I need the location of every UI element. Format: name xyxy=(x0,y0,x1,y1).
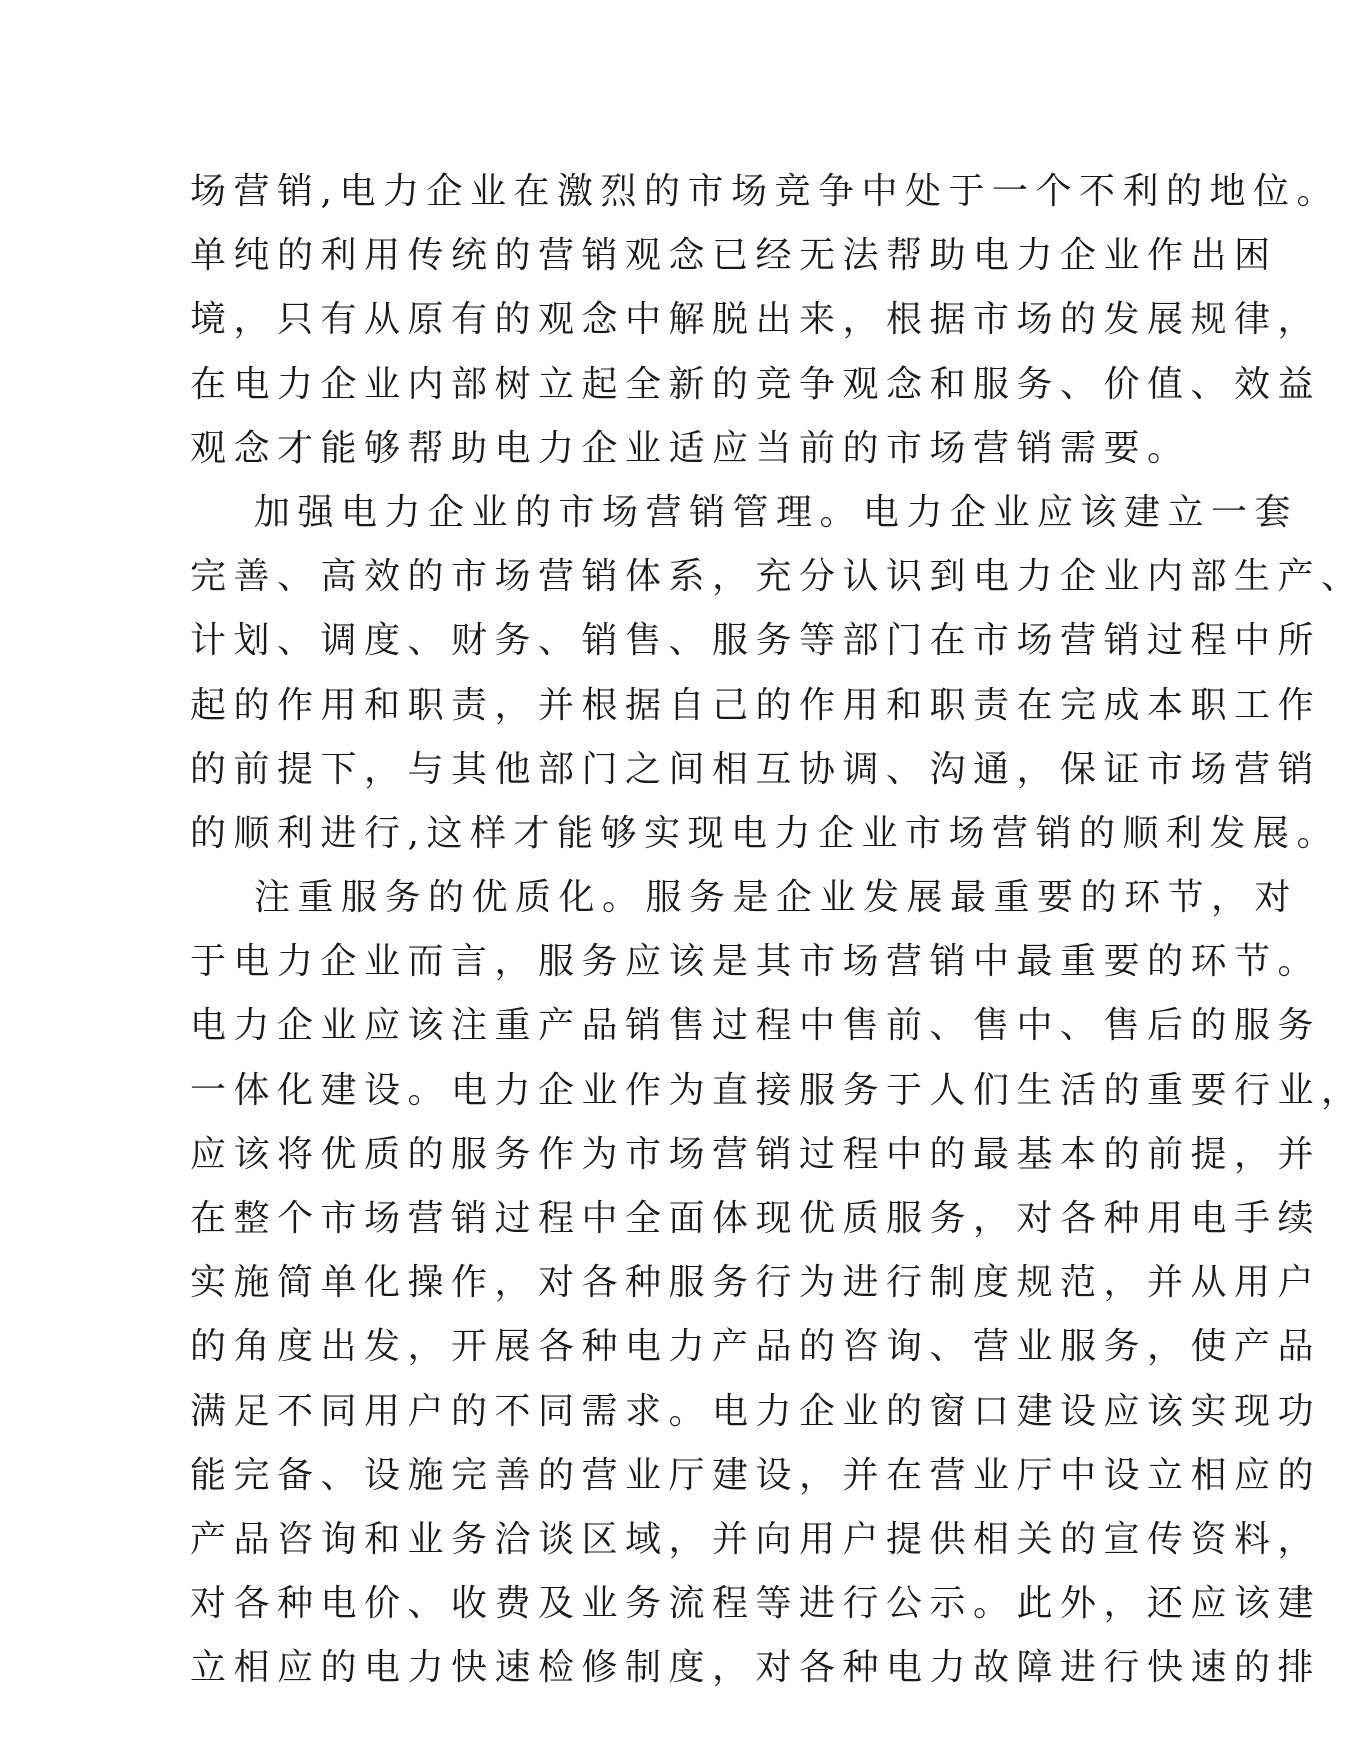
text-line: 的角度出发，开展各种电力产品的咨询、营业服务，使产品 xyxy=(190,1326,1322,1368)
text-line: 的顺利进行,这样才能够实现电力企业市场营销的顺利发展。 xyxy=(190,812,1340,854)
body-text xyxy=(190,160,1365,1701)
text-line: 的前提下，与其他部门之间相互协调、沟通，保证市场营销 xyxy=(190,748,1322,790)
text-line: 立相应的电力快速检修制度，对各种电力故障进行快速的排 xyxy=(190,1647,1322,1689)
text-line: 境，只有从原有的观念中解脱出来，根据市场的发展规律， xyxy=(190,299,1322,341)
paragraph-first-line: 注重服务的优质化。服务是企业发展最重要的环节，对 xyxy=(254,877,1299,919)
text-line: 在整个市场营销过程中全面体现优质服务，对各种用电手续 xyxy=(190,1198,1322,1239)
text-line: 一体化建设。电力企业作为直接服务于人们生活的重要行业， xyxy=(190,1069,1365,1111)
text-line: 场营销,电力企业在激烈的市场竞争中处于一个不利的地位。 xyxy=(190,171,1340,212)
text-line: 能完备、设施完善的营业厅建设，并在营业厅中设立相应的 xyxy=(190,1454,1322,1496)
text-line: 产品咨询和业务洽谈区域，并向用户提供相关的宣传资料， xyxy=(190,1518,1322,1560)
text-line: 观念才能够帮助电力企业适应当前的市场营销需要。 xyxy=(190,427,1191,469)
text-line: 计划、调度、财务、销售、服务等部门在市场营销过程中所 xyxy=(190,620,1322,662)
text-line: 电力企业应该注重产品销售过程中售前、售中、售后的服务 xyxy=(190,1005,1322,1047)
text-line: 单纯的利用传统的营销观念已经无法帮助电力企业作出困 xyxy=(190,235,1278,277)
text-line: 满足不同用户的不同需求。电力企业的窗口建设应该实现功 xyxy=(190,1390,1322,1432)
text-line: 完善、高效的市场营销体系，充分认识到电力企业内部生产、 xyxy=(190,556,1365,598)
text-line: 实施简单化操作，对各种服务行为进行制度规范，并从用户 xyxy=(190,1262,1322,1304)
text-line: 起的作用和职责，并根据自己的作用和职责在完成本职工作 xyxy=(190,684,1322,726)
text-line: 于电力企业而言，服务应该是其市场营销中最重要的环节。 xyxy=(190,941,1322,983)
paragraph-first-line: 加强电力企业的市场营销管理。电力企业应该建立一套 xyxy=(254,491,1299,533)
text-line: 对各种电价、收费及业务流程等进行公示。此外，还应该建 xyxy=(190,1583,1322,1625)
text-line: 在电力企业内部树立起全新的竞争观念和服务、价值、效益 xyxy=(190,363,1322,405)
text-line: 应该将优质的服务作为市场营销过程中的最基本的前提，并 xyxy=(190,1133,1322,1175)
